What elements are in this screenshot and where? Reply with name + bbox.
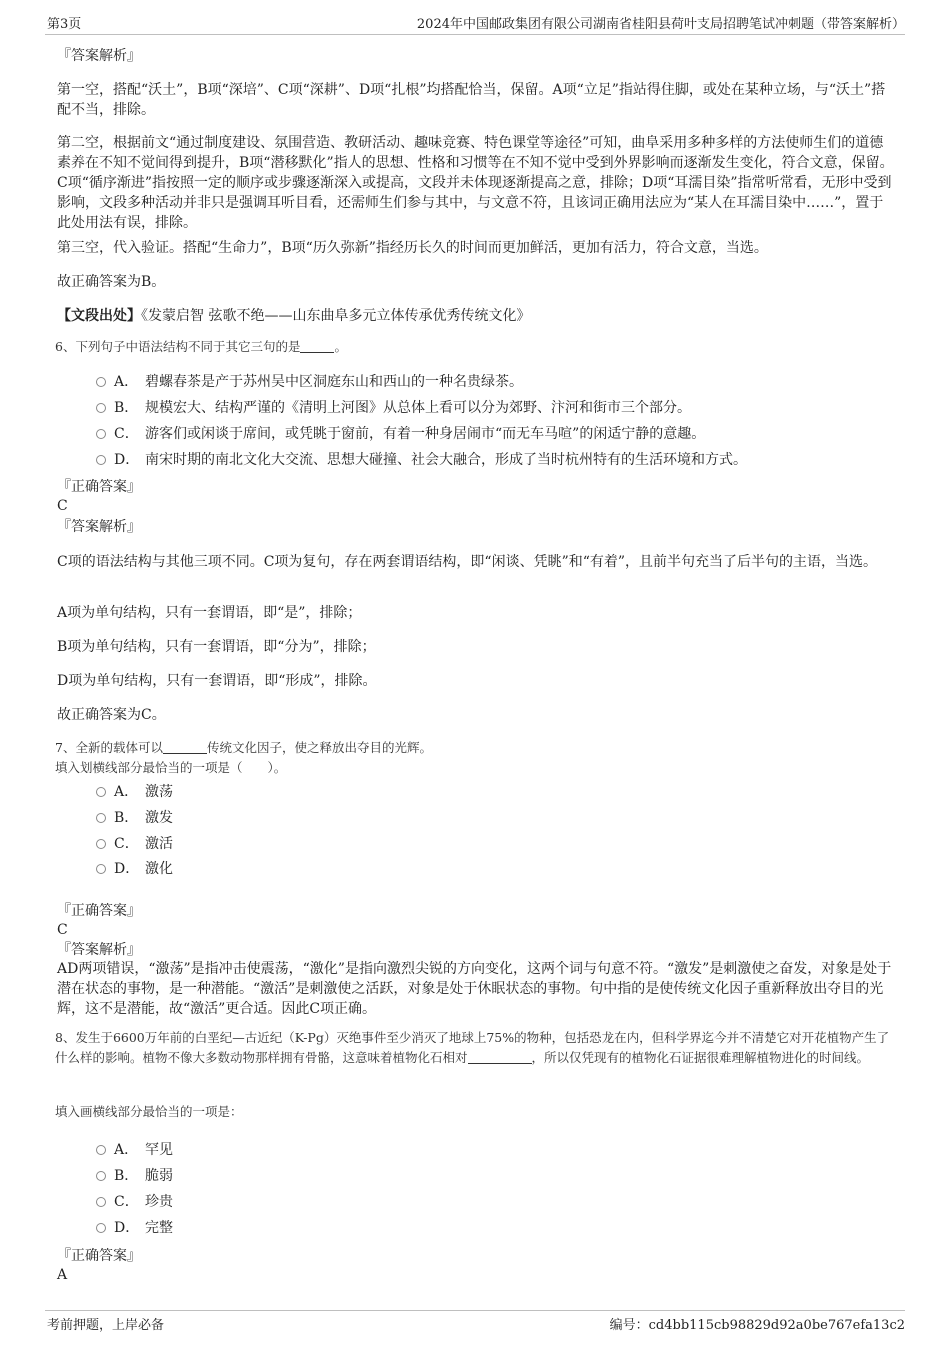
option-label: B． (114, 1168, 139, 1184)
radio-icon[interactable] (96, 813, 106, 823)
header-divider (45, 34, 905, 35)
q7-option-c[interactable] (96, 834, 173, 854)
q6-stem (55, 337, 900, 357)
q6-stem-text: 6、下列句子中语法结构不同于其它三句的是 (55, 339, 301, 354)
q7-option-b[interactable] (96, 808, 173, 828)
footer-divider (45, 1310, 905, 1311)
q7-blank (163, 753, 207, 754)
q8-option-d[interactable] (96, 1218, 173, 1238)
q6-blank (300, 352, 334, 353)
footer-slogan: 考前押题，上岸必备 (47, 1318, 165, 1333)
radio-icon[interactable] (96, 1171, 106, 1181)
page-header (0, 0, 950, 36)
q6-option-c[interactable] (96, 424, 705, 444)
radio-icon[interactable] (96, 1145, 106, 1155)
q8-option-c[interactable] (96, 1192, 173, 1212)
option-label: A． (114, 374, 139, 390)
q6-correct-answer: C (57, 498, 68, 514)
q6-conclusion: 故正确答案为C。 (57, 707, 166, 723)
q8-correct-label: 『正确答案』 (57, 1248, 141, 1264)
q7-stem (55, 738, 900, 758)
q5-analysis-label: 『答案解析』 (57, 48, 141, 64)
option-label: D． (114, 1220, 140, 1236)
document-title: 2024年中国邮政集团有限公司湖南省桂阳县荷叶支局招聘笔试冲刺题（带答案解析） (416, 17, 905, 32)
q7-stem-end: 传统文化因子，使之释放出夺目的光辉。 (206, 740, 432, 755)
radio-icon[interactable] (96, 377, 106, 387)
q6-analysis-label: 『答案解析』 (57, 519, 141, 535)
q8-stem (55, 1028, 900, 1068)
q7-analysis-label: 『答案解析』 (57, 942, 141, 958)
q7-option-a[interactable] (96, 782, 173, 802)
radio-icon[interactable] (96, 864, 106, 874)
option-text: 珍贵 (145, 1194, 173, 1210)
option-text: 完整 (145, 1220, 173, 1236)
option-label: B． (114, 810, 139, 826)
radio-icon[interactable] (96, 839, 106, 849)
radio-icon[interactable] (96, 787, 106, 797)
radio-icon[interactable] (96, 1223, 106, 1233)
q5-source (57, 306, 897, 326)
page-number: 第3页 (47, 17, 82, 32)
q6-analysis-para3: B项为单句结构，只有一套谓语，即“分为”，排除； (57, 639, 376, 655)
option-label: C． (114, 836, 139, 852)
q5-analysis-para2: 第二空，根据前文“通过制度建设、氛围营造、教研活动、趣味竞赛、特色课堂等途径”可知，曲阜采用多种多样的方法使师生们的道德素养在不知不觉间得到提升，B项“潜移默化”指人的思想、性格和习惯等在不知不觉中受到外界影响而逐渐发生变化，符合文意，保留。C项“循序渐进”指按照一定的顺序或步骤逐渐深入或提高，文段并未体现逐渐提高之意，排除；D项“耳濡目染”指常听常看，无形中受到影响，文段多种活动并非只是强调耳听目看，还需师生们参与其中，与文意不符，且该词正确用法应为“某人在耳濡目染中……”，置于此处用法有误，排除。 (57, 135, 894, 231)
q5-source-text: 《发蒙启智 弦歌不绝——山东曲阜多元立体传承优秀传统文化》 (141, 308, 531, 324)
q8-blank (468, 1063, 532, 1064)
q7-option-d[interactable] (96, 859, 173, 879)
q8-stem-text: 8、发生于6600万年前的白垩纪—古近纪（K-Pg）灭绝事件至少消灭了地球上75%的物种，包括恐龙在内，但科学界迄今并不清楚它对开花植物产生了什么样的影响。植物不像大多数动物那样拥有骨骼，这意味着植物化石相对 (55, 1030, 890, 1065)
radio-icon[interactable] (96, 403, 106, 413)
q5-analysis-para1: 第一空，搭配“沃土”，B项“深培”、C项“深耕”、D项“扎根”均搭配恰当，保留。A项“立足”指站得住脚，或处在某种立场，与“沃土”搭配不当，排除。 (57, 82, 886, 118)
option-label: D． (114, 452, 140, 468)
document-id: 编号：cd4bb115cb98829d92a0be767efa13c2 (609, 1318, 905, 1333)
q8-stem-end: ，所以仅凭现有的植物化石证据很难理解植物进化的时间线。 (531, 1050, 870, 1065)
option-text: 激活 (145, 836, 173, 852)
q5-analysis-para3: 第三空，代入验证。搭配“生命力”，B项“历久弥新”指经历长久的时间而更加鲜活，更加有活力，符合文意，当选。 (57, 240, 768, 256)
option-text: 罕见 (145, 1142, 173, 1158)
q6-analysis-para4: D项为单句结构，只有一套谓语，即“形成”，排除。 (57, 673, 377, 689)
option-label: A． (114, 784, 139, 800)
radio-icon[interactable] (96, 455, 106, 465)
option-text: 脆弱 (145, 1168, 173, 1184)
q5-source-label: 【文段出处】 (57, 308, 141, 324)
option-text: 激化 (145, 861, 173, 877)
q6-correct-label: 『正确答案』 (57, 479, 141, 495)
q6-stem-end: 。 (334, 339, 347, 354)
q6-option-a[interactable] (96, 372, 523, 392)
q8-option-a[interactable] (96, 1140, 173, 1160)
radio-icon[interactable] (96, 1197, 106, 1207)
q8-option-b[interactable] (96, 1166, 173, 1186)
option-label: D． (114, 861, 140, 877)
q6-option-d[interactable] (96, 450, 747, 470)
q7-instruction: 填入划横线部分最恰当的一项是（ ）。 (55, 760, 287, 775)
option-label: C． (114, 1194, 139, 1210)
q6-analysis-para2: A项为单句结构，只有一套谓语，即“是”，排除； (57, 605, 362, 621)
q6-analysis-para1: C项的语法结构与其他三项不同。C项为复句，存在两套谓语结构，即“闲谈、凭眺”和“有着”，且前半句充当了后半句的主语，当选。 (57, 554, 878, 570)
option-text: 激发 (145, 810, 173, 826)
option-label: C． (114, 426, 139, 442)
option-label: A． (114, 1142, 139, 1158)
q8-correct-answer: A (57, 1267, 68, 1283)
q7-stem-text: 7、全新的载体可以 (55, 740, 163, 755)
q6-option-b[interactable] (96, 398, 691, 418)
q5-conclusion: 故正确答案为B。 (57, 274, 166, 290)
option-text: 游客们或闲谈于席间，或凭眺于窗前，有着一种身居闹市“而无车马喧”的闲适宁静的意趣。 (145, 426, 706, 442)
radio-icon[interactable] (96, 429, 106, 439)
option-text: 激荡 (145, 784, 173, 800)
option-text: 南宋时期的南北文化大交流、思想大碰撞、社会大融合，形成了当时杭州特有的生活环境和方式。 (145, 452, 747, 468)
option-label: B． (114, 400, 139, 416)
q7-correct-answer: C (57, 922, 68, 938)
option-text: 碧螺春茶是产于苏州吴中区洞庭东山和西山的一种名贵绿茶。 (145, 374, 523, 390)
q7-analysis: AD两项错误，“激荡”是指冲击使震荡，“激化”是指向激烈尖锐的方向变化，这两个词与句意不符。“激发”是刺激使之奋发，对象是处于潜在状态的事物，是一种潜能。“激活”是刺激使之活跃，对象是处于休眠状态的事物。句中指的是使传统文化因子重新释放出夺目的光辉，这不是潜能，故“激活”更合适。因此C项正确。 (57, 961, 892, 1017)
option-text: 规模宏大、结构严谨的《清明上河图》从总体上看可以分为郊野、汴河和街市三个部分。 (145, 400, 691, 416)
q8-instruction: 填入画横线部分最恰当的一项是： (55, 1104, 243, 1119)
q7-correct-label: 『正确答案』 (57, 903, 141, 919)
